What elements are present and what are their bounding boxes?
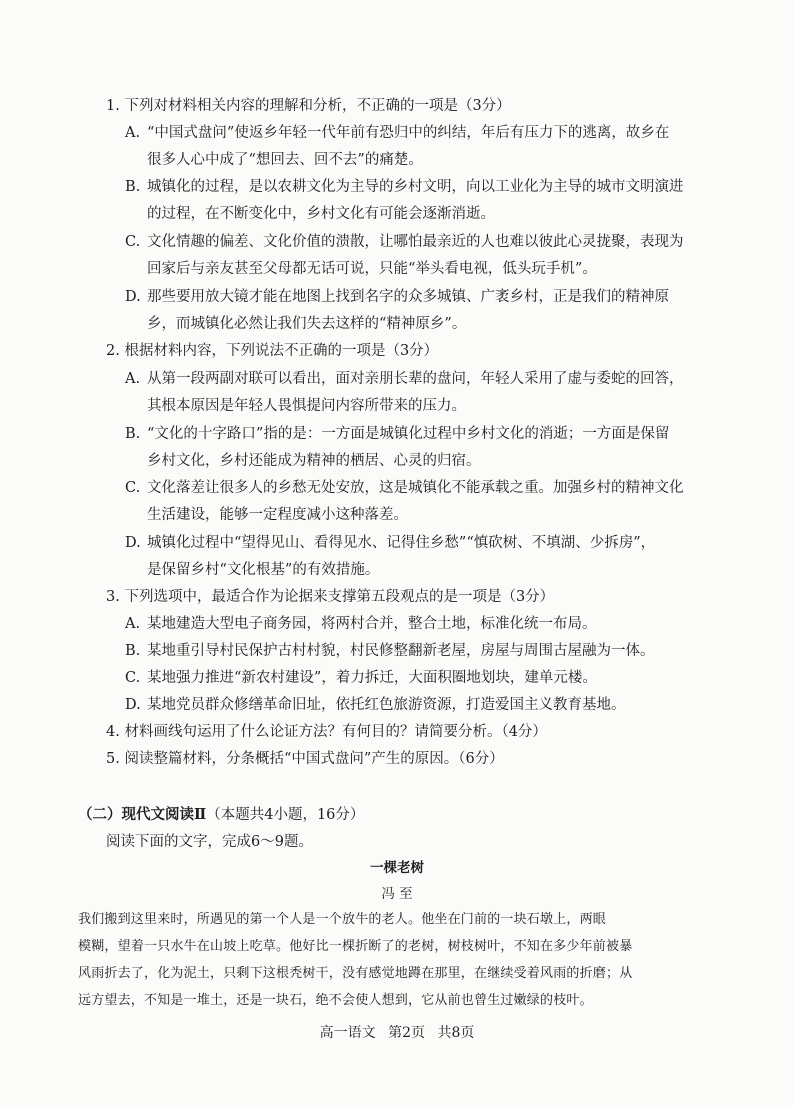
article-author: 冯 至 (381, 886, 413, 902)
article-line-4: 远方望去，不知是一堆土，还是一块石，绝不会使人想到，它从前也曾生过嫩绿的枝叶。 (78, 993, 593, 1008)
question-5: 5. 阅读整篇材料，分条概括“中国式盘问”产生的原因。（6分） (106, 751, 504, 767)
q2-option-a: A. 从第一段两副对联可以看出，面对亲朋长辈的盘问，年轻人采用了虚与委蛇的回答， (125, 371, 684, 387)
section-instruction: 阅读下面的文字，完成6～9题。 (106, 834, 313, 850)
section-heading: （二）现代文阅读Ⅱ（本题共4小题，16分） (78, 806, 365, 823)
article-line-3: 风雨折去了，化为泥土，只剩下这根秃树干，没有感觉地蹲在那里，在继续受着风雨的折磨；从 (78, 966, 633, 981)
q3-option-a: A. 某地建造大型电子商务园，将两村合并，整合土地，标准化统一布局。 (125, 616, 597, 632)
question-2-stem: 2. 根据材料内容，下列说法不正确的一项是（3分） (106, 343, 439, 359)
q3-option-d: D. 某地党员群众修缮革命旧址，依托红色旅游资源，打造爱国主义教育基地。 (125, 697, 626, 713)
q2-option-d-cont: 是保留乡村“文化根基”的有效措施。 (147, 562, 380, 578)
q1-option-a: A. “中国式盘问”使返乡年轻一代年前有恐归中的纠结，年后有压力下的逃离，故乡在 (125, 125, 670, 141)
article-line-1: 我们搬到这里来时，所遇见的第一个人是一个放牛的老人。他坐在门前的一块石墩上，两眼 (78, 912, 607, 927)
article-title: 一棵老树 (370, 860, 424, 876)
article-line-2: 模糊，望着一只水牛在山坡上吃草。他好比一棵折断了的老树，树枝树叶，不知在多少年前被暴 (78, 939, 633, 954)
q2-option-b-cont: 乡村文化，乡村还能成为精神的栖居、心灵的归宿。 (147, 453, 481, 469)
q2-option-a-cont: 其根本原因是年轻人畏惧提问内容所带来的压力。 (147, 398, 466, 414)
q2-option-d: D. 城镇化过程中“望得见山、看得见水、记得住乡愁”“慎砍树、不填湖、少拆房”， (125, 535, 656, 551)
q2-option-b: B. “文化的十字路口”指的是：一方面是城镇化过程中乡村文化的消逝；一方面是保留 (125, 426, 670, 442)
q1-option-a-cont: 很多人心中成了“想回去、回不去”的痛楚。 (147, 152, 423, 168)
q3-option-b: B. 某地重引导村民保护古村村貌，村民修整翻新老屋，房屋与周围古屋融为一体。 (125, 643, 655, 659)
q2-option-c-cont: 生活建设，能够一定程度减小这种落差。 (147, 507, 408, 523)
page-footer (0, 1022, 794, 1042)
q1-option-b: B. 城镇化的过程，是以农耕文化为主导的乡村文明，向以工业化为主导的城市文明演进 (125, 179, 684, 195)
question-1-stem: 1. 下列对材料相关内容的理解和分析，不正确的一项是（3分） (106, 98, 511, 114)
question-4: 4. 材料画线句运用了什么论证方法？有何目的？请简要分析。（4分） (106, 724, 547, 740)
q1-option-c: C. 文化情趣的偏差、文化价值的溃散，让哪怕最亲近的人也难以彼此心灵拢聚，表现为 (125, 234, 684, 250)
q1-option-b-cont: 的过程，在不断变化中，乡村文化有可能会逐渐消逝。 (147, 206, 495, 222)
q1-option-d: D. 那些要用放大镜才能在地图上找到名字的众多城镇、广袤乡村，正是我们的精神原 (125, 289, 669, 305)
footer-total: 共8页 (437, 1025, 475, 1041)
question-3-stem: 3. 下列选项中，最适合作为论据来支撑第五段观点的是一项是（3分） (106, 589, 555, 605)
footer-subject: 高一语文 (319, 1025, 376, 1041)
q1-option-c-cont: 回家后与亲友甚至父母都无话可说，只能“举头看电视，低头玩手机”。 (147, 261, 597, 277)
q3-option-c: C. 某地强力推进“新农村建设”，着力拆迁，大面积圈地划块，建单元楼。 (125, 670, 597, 686)
q1-option-d-cont: 乡，而城镇化必然让我们失去这样的“精神原乡”。 (147, 316, 467, 332)
q2-option-c: C. 文化落差让很多人的乡愁无处安放，这是城镇化不能承载之重。加强乡村的精神文化 (125, 480, 684, 496)
footer-page: 第2页 (388, 1025, 425, 1041)
